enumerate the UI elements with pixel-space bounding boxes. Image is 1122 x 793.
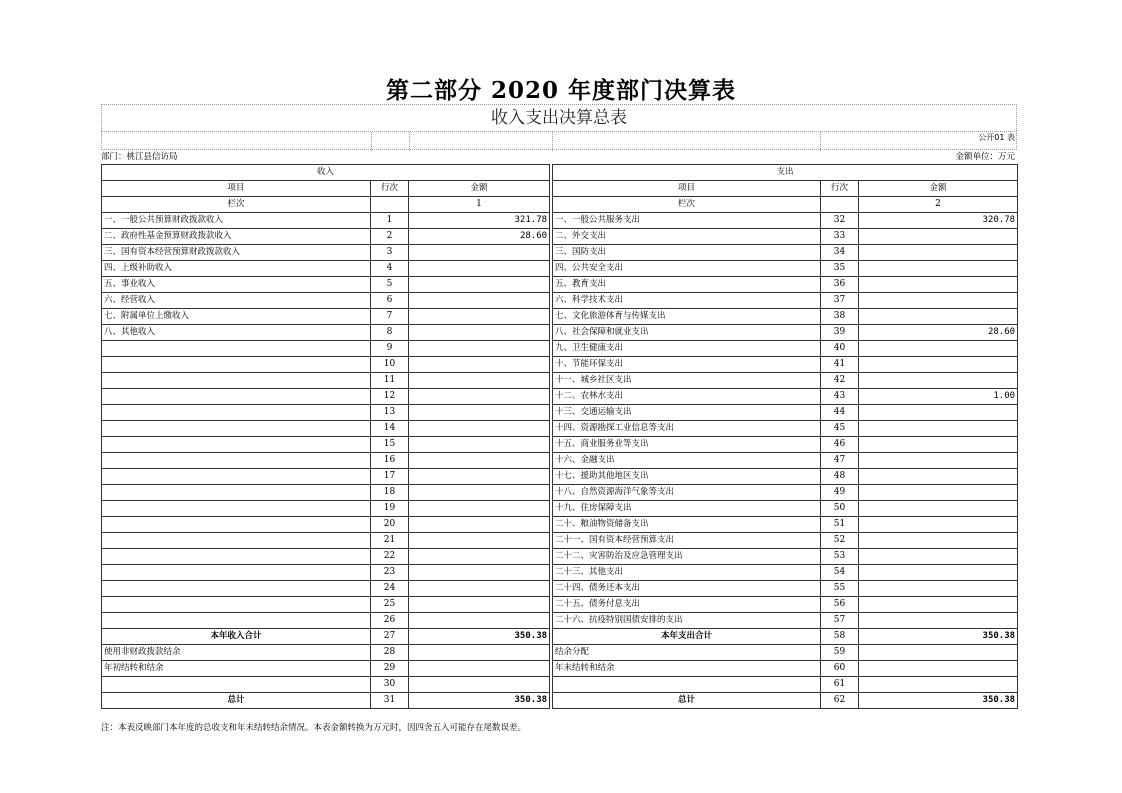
expense-item-cell: 六、科学技术支出 (553, 293, 821, 309)
expense-amount-cell (859, 373, 1018, 389)
table-row (102, 245, 1018, 261)
income-item-cell: 总计 (102, 693, 371, 709)
income-item-cell: 年初结转和结余 (102, 661, 371, 677)
expense-item-cell: 十、节能环保支出 (553, 357, 821, 373)
income-item-cell: 二、政府性基金预算财政拨款收入 (102, 229, 371, 245)
income-amount-cell (409, 373, 550, 389)
table-row (102, 581, 1018, 597)
expense-line-cell: 51 (821, 517, 859, 533)
expense-amount-header: 金额 (859, 181, 1018, 197)
expense-amount-cell (859, 645, 1018, 661)
expense-line-cell: 39 (821, 325, 859, 341)
expense-amount-cell (859, 533, 1018, 549)
income-item-cell: 六、经营收入 (102, 293, 371, 309)
expense-line-cell: 53 (821, 549, 859, 565)
income-line-cell: 19 (371, 501, 409, 517)
expense-line-cell: 56 (821, 597, 859, 613)
table-row (102, 421, 1018, 437)
income-line-cell: 27 (371, 629, 409, 645)
income-line-cell: 10 (371, 357, 409, 373)
income-item-cell (102, 389, 371, 405)
income-line-cell: 29 (371, 661, 409, 677)
table-row (102, 517, 1018, 533)
income-item-cell (102, 421, 371, 437)
table-row (102, 661, 1018, 677)
income-item-cell: 使用非财政拨款结余 (102, 645, 371, 661)
income-amount-cell: 350.38 (409, 693, 550, 709)
income-amount-cell (409, 581, 550, 597)
section-header-row (102, 165, 1018, 181)
income-line-cell: 25 (371, 597, 409, 613)
expense-line-cell: 49 (821, 485, 859, 501)
income-item-cell (102, 437, 371, 453)
income-item-cell (102, 549, 371, 565)
income-amount-cell (409, 517, 550, 533)
income-item-cell (102, 677, 371, 693)
income-amount-cell (409, 293, 550, 309)
income-line-cell: 13 (371, 405, 409, 421)
income-item-cell: 四、上级补助收入 (102, 261, 371, 277)
income-item-cell (102, 373, 371, 389)
table-title: 收入支出决算总表 (101, 104, 1017, 131)
income-item-cell (102, 453, 371, 469)
expense-line-cell: 42 (821, 373, 859, 389)
income-amount-cell (409, 421, 550, 437)
expense-amount-cell (859, 277, 1018, 293)
income-amount-cell (409, 613, 550, 629)
income-line-cell: 30 (371, 677, 409, 693)
table-row (102, 277, 1018, 293)
expense-amount-cell (859, 437, 1018, 453)
expense-line-cell: 40 (821, 341, 859, 357)
income-line-cell: 28 (371, 645, 409, 661)
unit-label: 金额单位：万元 (955, 152, 1015, 162)
expense-line-cell: 32 (821, 213, 859, 229)
expense-item-cell: 十八、自然资源海洋气象等支出 (553, 485, 821, 501)
table-row (102, 453, 1018, 469)
expense-item-cell: 二十四、债务还本支出 (553, 581, 821, 597)
income-line-cell: 8 (371, 325, 409, 341)
income-amount-header: 金额 (409, 181, 550, 197)
expense-amount-cell (859, 661, 1018, 677)
expense-line-cell: 55 (821, 581, 859, 597)
expense-line-cell: 59 (821, 645, 859, 661)
income-line-cell: 15 (371, 437, 409, 453)
expense-item-cell: 二、外交支出 (553, 229, 821, 245)
expense-amount-cell (859, 357, 1018, 373)
income-amount-cell (409, 533, 550, 549)
expense-item-cell: 九、卫生健康支出 (553, 341, 821, 357)
expense-item-cell: 二十六、抗疫特别国债安排的支出 (553, 613, 821, 629)
expense-amount-cell (859, 565, 1018, 581)
expense-item-cell: 十四、资源勘探工业信息等支出 (553, 421, 821, 437)
expense-amount-cell (859, 229, 1018, 245)
income-item-cell (102, 485, 371, 501)
expense-column-label: 栏次 (553, 197, 821, 213)
expense-amount-cell (859, 341, 1018, 357)
expense-line-header: 行次 (821, 181, 859, 197)
income-amount-cell (409, 325, 550, 341)
table-row (102, 549, 1018, 565)
income-amount-cell (409, 277, 550, 293)
income-amount-cell (409, 261, 550, 277)
income-amount-cell: 28.60 (409, 229, 550, 245)
expense-line-cell: 62 (821, 693, 859, 709)
income-line-cell: 2 (371, 229, 409, 245)
expense-amount-cell (859, 245, 1018, 261)
column-number-row (102, 197, 1018, 213)
income-amount-cell (409, 389, 550, 405)
income-amount-cell (409, 245, 550, 261)
income-line-cell: 24 (371, 581, 409, 597)
expense-item-cell: 总计 (553, 693, 821, 709)
income-amount-cell (409, 357, 550, 373)
table-row (102, 693, 1018, 709)
expense-item-cell: 三、国防支出 (553, 245, 821, 261)
income-line-cell: 16 (371, 453, 409, 469)
income-amount-cell (409, 501, 550, 517)
expense-amount-cell (859, 293, 1018, 309)
expense-amount-cell (859, 469, 1018, 485)
income-amount-cell (409, 485, 550, 501)
expense-line-cell: 43 (821, 389, 859, 405)
income-amount-cell (409, 661, 550, 677)
document-title: 第二部分 2020 年度部门决算表 (385, 77, 737, 104)
income-item-cell (102, 581, 371, 597)
income-item-cell: 本年收入合计 (102, 629, 371, 645)
expense-line-cell: 50 (821, 501, 859, 517)
table-row (102, 565, 1018, 581)
income-item-cell (102, 517, 371, 533)
blank-header-row (101, 131, 1017, 150)
column-header-row (102, 181, 1018, 197)
report-code: 公开01 表 (978, 133, 1015, 142)
income-line-cell: 4 (371, 261, 409, 277)
income-item-cell: 五、事业收入 (102, 277, 371, 293)
expense-item-cell: 年末结转和结余 (553, 661, 821, 677)
income-line-cell: 23 (371, 565, 409, 581)
table-row (102, 229, 1018, 245)
table-row (102, 613, 1018, 629)
income-line-cell: 18 (371, 485, 409, 501)
expense-amount-cell: 320.78 (859, 213, 1018, 229)
expense-line-cell: 60 (821, 661, 859, 677)
expense-amount-cell (859, 405, 1018, 421)
income-column-number: 1 (409, 197, 550, 213)
income-line-cell: 6 (371, 293, 409, 309)
table-row (102, 373, 1018, 389)
income-amount-cell (409, 549, 550, 565)
income-line-cell: 5 (371, 277, 409, 293)
income-amount-cell (409, 437, 550, 453)
footnote: 注：本表反映部门本年度的总收支和年末结转结余情况。本表金额转换为万元时，因四舍五入可能存在尾数误差。 (101, 723, 527, 733)
income-item-cell: 一、一般公共预算财政拨款收入 (102, 213, 371, 229)
income-line-cell: 9 (371, 341, 409, 357)
income-amount-cell (409, 453, 550, 469)
expense-item-cell: 五、教育支出 (553, 277, 821, 293)
income-section-header: 收入 (102, 165, 550, 181)
expense-line-cell: 48 (821, 469, 859, 485)
income-line-cell: 22 (371, 549, 409, 565)
income-line-cell: 14 (371, 421, 409, 437)
income-line-cell: 3 (371, 245, 409, 261)
income-amount-cell (409, 645, 550, 661)
income-column-label: 栏次 (102, 197, 371, 213)
expense-item-cell: 十七、援助其他地区支出 (553, 469, 821, 485)
income-amount-cell (409, 341, 550, 357)
expense-amount-cell (859, 261, 1018, 277)
expense-column-number: 2 (859, 197, 1018, 213)
income-line-cell: 31 (371, 693, 409, 709)
expense-item-cell: 二十、粮油物资储备支出 (553, 517, 821, 533)
income-amount-cell (409, 469, 550, 485)
expense-line-cell: 33 (821, 229, 859, 245)
expense-line-cell: 58 (821, 629, 859, 645)
expense-line-cell: 34 (821, 245, 859, 261)
expense-item-cell: 十一、城乡社区支出 (553, 373, 821, 389)
expense-section-header: 支出 (553, 165, 1018, 181)
expense-item-cell: 七、文化旅游体育与传媒支出 (553, 309, 821, 325)
expense-item-cell: 十二、农林水支出 (553, 389, 821, 405)
expense-item-cell: 四、公共安全支出 (553, 261, 821, 277)
table-row (102, 389, 1018, 405)
income-item-cell (102, 469, 371, 485)
table-row (102, 325, 1018, 341)
income-line-cell: 17 (371, 469, 409, 485)
expense-amount-cell: 350.38 (859, 693, 1018, 709)
income-item-cell: 八、其他收入 (102, 325, 371, 341)
income-line-cell: 12 (371, 389, 409, 405)
table-row (102, 645, 1018, 661)
expense-item-cell: 一、一般公共服务支出 (553, 213, 821, 229)
income-line-cell: 1 (371, 213, 409, 229)
income-item-header: 项目 (102, 181, 371, 197)
income-line-cell: 11 (371, 373, 409, 389)
expense-item-cell: 十三、交通运输支出 (553, 405, 821, 421)
income-amount-cell: 350.38 (409, 629, 550, 645)
income-line-cell: 20 (371, 517, 409, 533)
expense-item-cell: 结余分配 (553, 645, 821, 661)
income-line-cell: 7 (371, 309, 409, 325)
income-amount-cell (409, 597, 550, 613)
income-item-cell (102, 501, 371, 517)
table-row (102, 261, 1018, 277)
income-amount-cell (409, 565, 550, 581)
expense-amount-cell (859, 309, 1018, 325)
expense-amount-cell (859, 421, 1018, 437)
expense-amount-cell (859, 517, 1018, 533)
table-row (102, 309, 1018, 325)
income-amount-cell (409, 677, 550, 693)
expense-amount-cell: 350.38 (859, 629, 1018, 645)
expense-amount-cell (859, 677, 1018, 693)
expense-item-cell: 八、社会保障和就业支出 (553, 325, 821, 341)
income-line-cell: 21 (371, 533, 409, 549)
expense-amount-cell (859, 501, 1018, 517)
income-amount-cell: 321.78 (409, 213, 550, 229)
table-row (102, 485, 1018, 501)
income-item-cell: 七、附属单位上缴收入 (102, 309, 371, 325)
income-amount-cell (409, 309, 550, 325)
table-row (102, 437, 1018, 453)
grid-line (820, 132, 821, 151)
table-row (102, 213, 1018, 229)
expense-line-cell: 44 (821, 405, 859, 421)
expense-item-cell: 本年支出合计 (553, 629, 821, 645)
table-row (102, 597, 1018, 613)
expense-line-cell: 46 (821, 437, 859, 453)
table-row (102, 357, 1018, 373)
income-item-cell (102, 565, 371, 581)
table-row (102, 405, 1018, 421)
expense-line-cell: 38 (821, 309, 859, 325)
income-item-cell (102, 341, 371, 357)
expense-line-cell: 45 (821, 421, 859, 437)
expense-item-cell: 二十五、债务付息支出 (553, 597, 821, 613)
expense-item-cell: 二十三、其他支出 (553, 565, 821, 581)
expense-line-cell: 61 (821, 677, 859, 693)
expense-item-cell (553, 677, 821, 693)
income-line-cell: 26 (371, 613, 409, 629)
expense-amount-cell (859, 613, 1018, 629)
table-row (102, 341, 1018, 357)
income-line-header: 行次 (371, 181, 409, 197)
expense-item-cell: 二十二、灾害防治及应急管理支出 (553, 549, 821, 565)
grid-line (371, 132, 372, 151)
table-row (102, 629, 1018, 645)
grid-line (552, 132, 553, 151)
income-amount-cell (409, 405, 550, 421)
income-item-cell (102, 597, 371, 613)
expense-item-cell: 十九、住房保障支出 (553, 501, 821, 517)
expense-amount-cell (859, 453, 1018, 469)
table-row (102, 293, 1018, 309)
expense-amount-cell (859, 549, 1018, 565)
expense-amount-cell: 28.60 (859, 325, 1018, 341)
expense-amount-cell (859, 485, 1018, 501)
expense-line-cell: 54 (821, 565, 859, 581)
expense-amount-cell (859, 581, 1018, 597)
expense-line-cell: 47 (821, 453, 859, 469)
grid-line (409, 132, 410, 151)
expense-amount-cell: 1.00 (859, 389, 1018, 405)
budget-table (101, 164, 1018, 709)
expense-line-cell: 36 (821, 277, 859, 293)
table-row (102, 533, 1018, 549)
expense-item-cell: 二十一、国有资本经营预算支出 (553, 533, 821, 549)
income-item-cell (102, 405, 371, 421)
expense-line-cell: 37 (821, 293, 859, 309)
income-item-cell (102, 613, 371, 629)
expense-line-cell: 52 (821, 533, 859, 549)
table-row (102, 501, 1018, 517)
income-item-cell: 三、国有资本经营预算财政拨款收入 (102, 245, 371, 261)
expense-line-cell: 57 (821, 613, 859, 629)
department-label: 部门：桃江县信访局 (101, 152, 178, 162)
table-row (102, 677, 1018, 693)
expense-amount-cell (859, 597, 1018, 613)
expense-line-cell: 41 (821, 357, 859, 373)
table-row (102, 469, 1018, 485)
expense-item-cell: 十六、金融支出 (553, 453, 821, 469)
expense-item-header: 项目 (553, 181, 821, 197)
income-item-cell (102, 533, 371, 549)
expense-item-cell: 十五、商业服务业等支出 (553, 437, 821, 453)
income-item-cell (102, 357, 371, 373)
expense-line-cell: 35 (821, 261, 859, 277)
